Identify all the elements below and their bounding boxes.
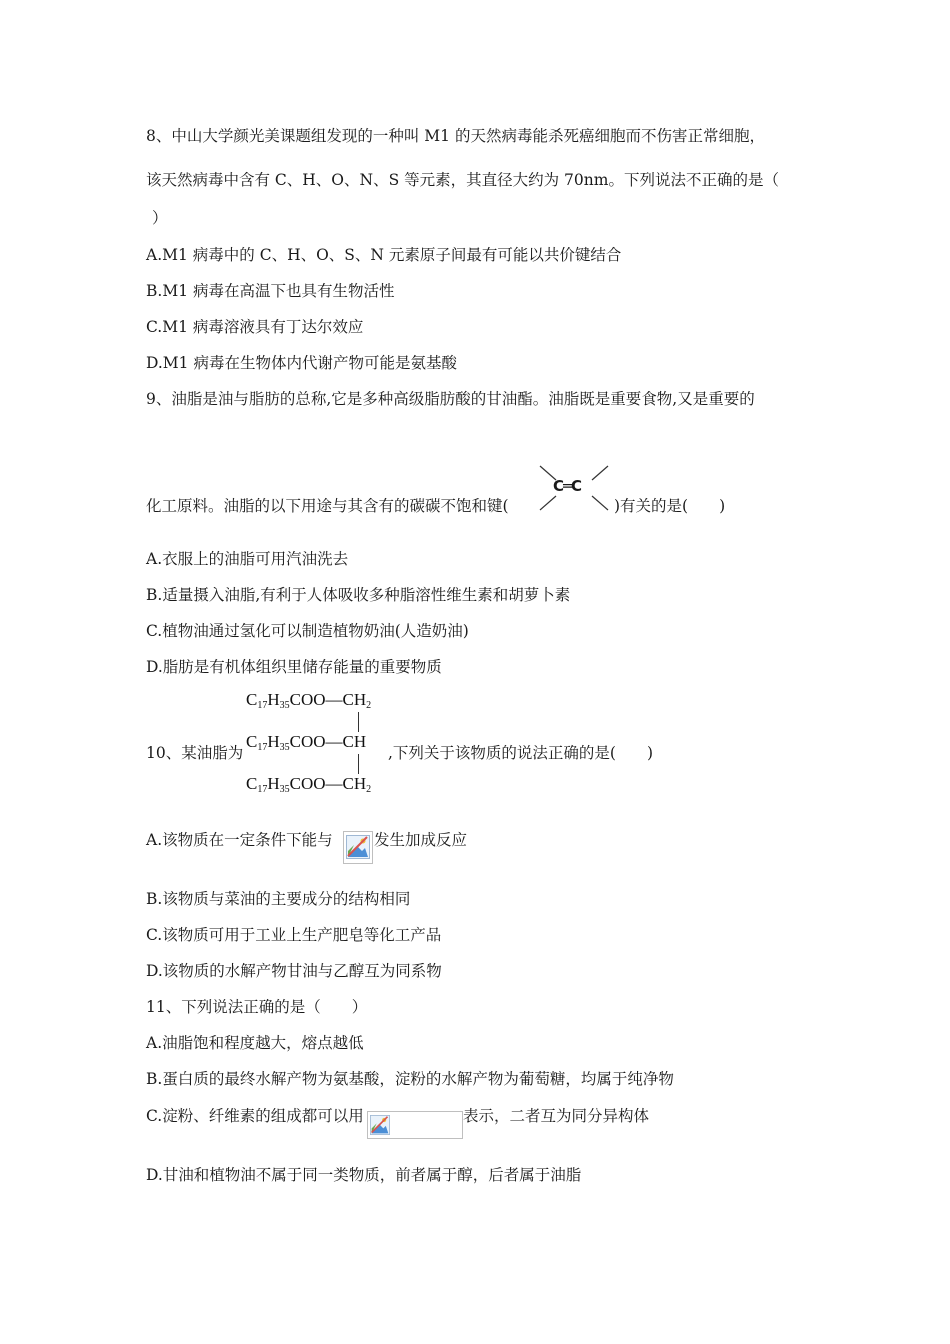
q8-stem-line3: ） [152,209,168,227]
double-bond-label: C═C [553,477,582,495]
q9-stem-line2-after: )有关的是( ) [614,497,726,515]
q8-stem-line2: 该天然病毒中含有 C、H、O、N、S 等元素，其直径大约为 70nm。下列说法不正确的是（ [146,171,779,189]
q9-option-a: A.衣服上的油脂可用汽油洗去 [146,550,349,568]
q9-stem-line2-before: 化工原料。油脂的以下用途与其含有的碳碳不饱和键( [146,497,509,515]
formula-row-3: $C_{17}H_{35}COO—CH_2$ [246,774,372,795]
q11-stem: 11、下列说法正确的是（ ） [146,998,368,1016]
broken-image-icon [343,831,373,864]
q9-option-d: D.脂肪是有机体组织里储存能量的重要物质 [146,658,442,676]
q9-stem-line1: 9、油脂是油与脂肪的总称,它是多种高级脂肪酸的甘油酯。油脂既是重要食物,又是重要的 [146,390,755,408]
q11-option-b: B.蛋白质的最终水解产物为氨基酸，淀粉的水解产物为葡萄糖，均属于纯净物 [146,1070,674,1088]
formula-bond-upper [358,712,359,732]
q11-option-c-after: 表示，二者互为同分异构体 [463,1107,650,1125]
q10-stem-before: 10、某油脂为 [146,744,244,762]
q8-option-b: B.M1 病毒在高温下也具有生物活性 [146,282,395,300]
q10-option-c: C.该物质可用于工业上生产肥皂等化工产品 [146,926,442,944]
broken-image-icon [367,1111,463,1139]
q10-option-a-before: A.该物质在一定条件下能与 [146,831,333,849]
q11-option-d: D.甘油和植物油不属于同一类物质，前者属于醇，后者属于油脂 [146,1166,582,1184]
q8-stem-line1: 8、中山大学颜光美课题组发现的一种叫 M1 的天然病毒能杀死癌细胞而不伤害正常细胞， [146,127,765,145]
q10-option-b: B.该物质与菜油的主要成分的结构相同 [146,890,411,908]
q9-option-b: B.适量摄入油脂,有利于人体吸收多种脂溶性维生素和胡萝卜素 [146,586,571,604]
q8-option-c: C.M1 病毒溶液具有丁达尔效应 [146,318,364,336]
q11-option-a: A.油脂饱和程度越大，熔点越低 [146,1034,364,1052]
q8-option-a: A.M1 病毒中的 C、H、O、S、N 元素原子间最有可能以共价键结合 [146,246,622,264]
q10-option-a-after: 发生加成反应 [374,831,468,849]
q8-option-d: D.M1 病毒在生物体内代谢产物可能是氨基酸 [146,354,457,372]
formula-bond-lower [358,754,359,774]
formula-row-1: $C_{17}H_{35}COO—CH_2$ [246,690,372,711]
q10-stem-after: ,下列关于该物质的说法正确的是( ) [388,744,654,762]
q11-option-c-before: C.淀粉、纤维素的组成都可以用 [146,1107,364,1125]
formula-row-2: $C_{17}H_{35}COO—CH$ [246,732,367,753]
q9-option-c: C.植物油通过氢化可以制造植物奶油(人造奶油) [146,622,469,640]
double-bond-structure [534,460,614,516]
q10-option-d: D.该物质的水解产物甘油与乙醇互为同系物 [146,962,442,980]
